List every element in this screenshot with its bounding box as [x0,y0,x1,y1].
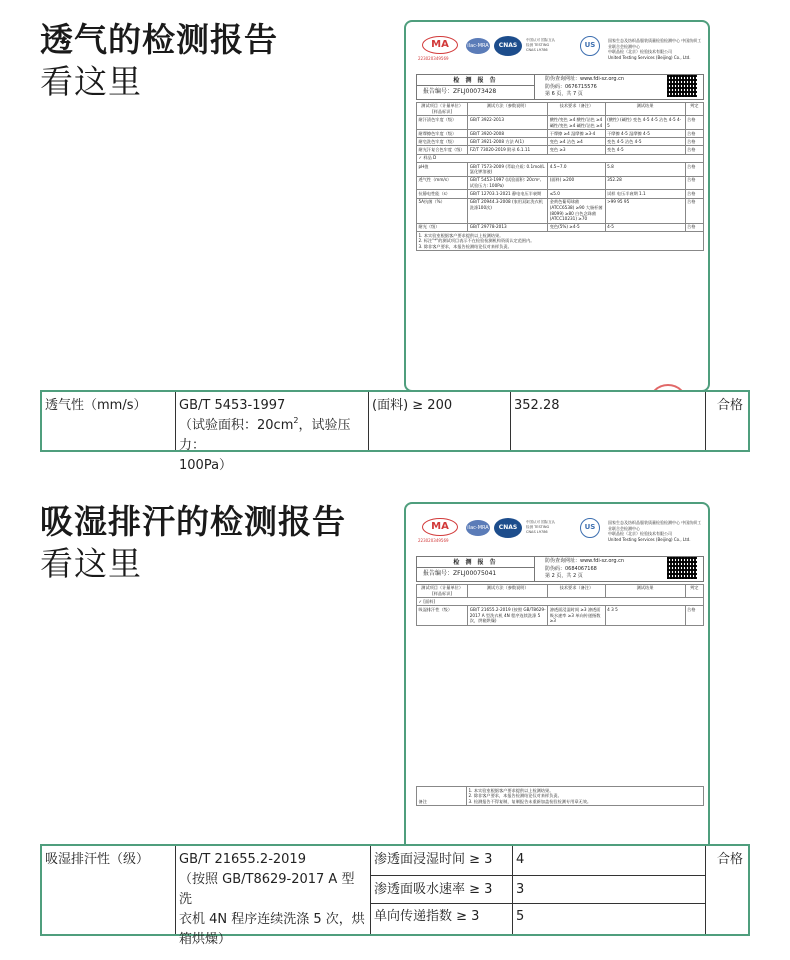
verify-code: 防伪码：0684067168 [545,565,597,572]
method-line: 衣机 4N 程序连续洗涤 5 次，烘 [179,912,365,927]
result-cell: 4 [516,852,525,867]
verdict-cell: 合格 [717,852,744,867]
section-subtitle: 看这里 [40,62,142,101]
report-table [416,102,704,252]
verify-site: 防伪查询网址：www.fdi-sz.org.cn [545,558,625,564]
method-line: GB/T 21655.2-2019 [179,852,306,867]
note: 3. 检测报告不得复制，复制报告未重新加盖检验检测专用章无效。 [468,798,592,804]
qr-code-icon [667,557,697,579]
section-moisture-wicking [0,480,790,960]
requirement-cell: 单向传递指数 ≥ 3 [374,909,480,924]
table-row: 5A抗菌（%） GB/T 20944.3-2008 (家用双缸洗衣机洗涤100次) 金黄色葡萄球菌 (ATCC6538) ≥90 大肠杆菌 (8099) ≥80 白色念珠菌 (ATCC10231) ≥70 >99 95 95 合格 [417,198,704,223]
report-heading: 检 测 报 告 [417,557,534,568]
table-row: 抗静电性能（s） GB/T 12703.1-2021 静电电压半衰期 ≤5.0 试样 电压半衰期 1.1 合格 [417,190,704,198]
test-report-image [404,20,710,392]
report-page: 第 2 页，共 2 页 [545,573,583,579]
table-header-cell: 测试方法（参数说明） [468,102,548,116]
note: 3. 除非客户要求，本报告检测结论仅对来样负责。 [418,243,512,249]
table-header-cell: 判定 [685,102,703,116]
notes-row [417,231,704,250]
requirement-cell: 渗透面浸湿时间 ≥ 3 [374,852,493,867]
method-cell [176,392,368,473]
method-line: GB/T 5453-1997 [179,398,286,413]
table-header-cell: 技术要求（备注） [548,584,605,598]
table-row: ✓ 样品 D [417,154,704,162]
requirement-cell: 渗透面吸水速率 ≥ 3 [374,882,493,897]
table-row: 吸湿排汗性（级） GB/T 21655.2-2019 (按照 GB/T8629-2017 A 型洗衣机 4N 程序连续洗涤 5 次，烘箱烘燥) 渗透面浸湿时间 ≥3 渗透面吸水速率 ≥3 单向传递指数 ≥3 4 3 5 合格 [417,606,704,625]
cnas-caption: 中国认可 国际互认 检测 TESTING CNAS L9786 [526,38,556,52]
table-header-cell: 测试方法（参数说明） [468,584,548,598]
air-permeability-result-row [40,390,750,473]
cnas-caption: 中国认可 国际互认 检测 TESTING CNAS L9786 [526,520,556,534]
test-report [416,32,704,251]
report-logos [416,32,704,66]
table-header-cell: 技术要求（备注） [548,102,605,116]
report-number: 报告编号：ZFLJ00075041 [423,570,497,577]
method-cell [176,846,370,947]
table-header-row [417,102,704,116]
report-heading: 检 测 报 告 [417,75,534,86]
org-name-en: United Testing Services (Beijing) Co., Ltd. [608,54,691,60]
method-line: 100Pa） [179,458,233,473]
report-header [416,556,704,582]
ma-logo-icon: MA [422,518,458,536]
table-header-row [417,584,704,598]
item-cell: 吸湿排汗性（级） [45,852,150,867]
divider [705,846,706,934]
org-name [608,520,704,542]
moisture-wicking-result-row [40,844,750,947]
result-cell: 352.28 [514,398,560,413]
report-logos [416,514,704,548]
org-name-en: United Testing Services (Beijing) Co., Ltd. [608,536,691,542]
method-line: （按照 GB/T8629-2017 A 型洗 [179,872,355,907]
section-title: 吸湿排汗的检测报告 [40,502,346,541]
org-name-cn: 国家生态及纺织品服装质量检验检测中心 中国纺织工业联合会检测中心 [608,520,702,531]
org-name-cn2: 中联品检（北京）检验技术有限公司 [608,531,672,536]
report-number: 报告编号：ZFLJ00073428 [423,88,497,95]
cnas-logo-icon: CNAS [494,36,522,56]
table-row: ✓ [面料] [417,598,704,606]
report-page: 第 6 页，共 7 页 [545,91,583,97]
ilac-logo-icon: ilac-MRA [466,520,490,536]
table-header-cell: 测试项目（计量单位）[样品标识] [417,102,468,116]
note: 1. 本实验室根据客户要求提供以上检测结果。 [468,787,554,793]
method-line: 箱烘燥） [179,932,232,947]
report-header [416,74,704,100]
divider [371,903,705,904]
test-report-image [404,502,710,874]
report-table [416,584,704,626]
org-name-cn2: 中联品检（北京）检验技术有限公司 [608,49,672,54]
table-row: pH值 GB/T 7573-2009 (萃取介质: 0.1mol/L 氯化钾溶液) 4.5~7.0 5.8 合格 [417,162,704,176]
report-verify [535,557,667,581]
notes-table [416,786,704,806]
ilac-logo-icon: ilac-MRA [466,38,490,54]
cnas-logo-icon: CNAS [494,518,522,538]
divider [705,392,706,450]
table-header-cell: 判定 [685,584,703,598]
verdict-cell: 合格 [717,398,744,413]
blank-area [416,626,704,784]
result-cell: 5 [516,909,525,924]
test-report [416,514,704,806]
section-title: 透气的检测报告 [40,20,278,59]
requirement-cell: (面料) ≥ 200 [372,398,453,413]
ma-logo-icon: MA [422,36,458,54]
method-line: （试验面积：$20cm^2$，试验压力： [179,416,351,453]
divider [371,875,705,876]
notes-label: 备注 [417,786,467,805]
table-header-cell: 测试结果 [605,102,685,116]
table-header-cell: 测试结果 [605,584,685,598]
table-row: 耐光（级） GB/T 29778-2013 变色(5%) ≥4-5 4-5 合格 [417,223,704,231]
org-name-cn: 国家生态及纺织品服装质量检验检测中心 中国纺织工业联合会检测中心 [608,38,702,49]
table-row: 透气性（mm/s） GB/T 5453-1997 (试验面积: 20cm², 试验压力: 100Pa) (面料) ≥200 352.28 合格 [417,176,704,190]
table-header-cell: 测试项目（计量单位）[样品标识] [417,584,468,598]
table-row: 耐汗渍色牢度（级） GB/T 3922-2013 酸性/变色 ≥4 酸性/沾色 ≥4 碱性/变色 ≥4 碱性/沾色 ≥4 (酸性) (碱性) 变色 4-5 4-5 沾色 4-5 4-5 合格 [417,116,704,130]
table-row: 耐摩擦色牢度（级） GB/T 3920-2008 干摩擦 ≥4 湿摩擦 ≥3-4 干摩擦 4-5 湿摩擦 4-5 合格 [417,130,704,138]
ma-number: 223020349569 [418,56,449,61]
us-logo-icon: US [580,518,600,538]
notes-row [417,786,704,805]
table-row: 耐光汗复合色牢度（级） FZ/T 73020-2019 附录 6.1.11 变色 ≥3 变色 4-5 合格 [417,146,704,154]
result-cell: 3 [516,882,525,897]
org-name [608,38,704,60]
note: 2. 标注"*"的测试项目表示不在检验检测机构资质认定范围内。 [418,238,535,244]
verify-code: 防伪码：0676715576 [545,83,597,90]
ma-number: 223020349569 [418,538,449,543]
note: 2. 除非客户要求，本报告检测结论仅对来样负责。 [468,793,562,799]
item-cell: 透气性（mm/s） [45,398,147,413]
report-verify [535,75,667,99]
note: 1. 本实验室根据客户要求提供以上检测结果。 [418,232,504,238]
verify-site: 防伪查询网址：www.fdi-sz.org.cn [545,76,625,82]
us-logo-icon: US [580,36,600,56]
section-subtitle: 看这里 [40,544,142,583]
qr-code-icon [667,75,697,97]
table-row: 耐皂洗色牢度（级） GB/T 3921-2008 方法 A(1) 变色 ≥4 沾色 ≥4 变色 4-5 沾色 4-5 合格 [417,138,704,146]
